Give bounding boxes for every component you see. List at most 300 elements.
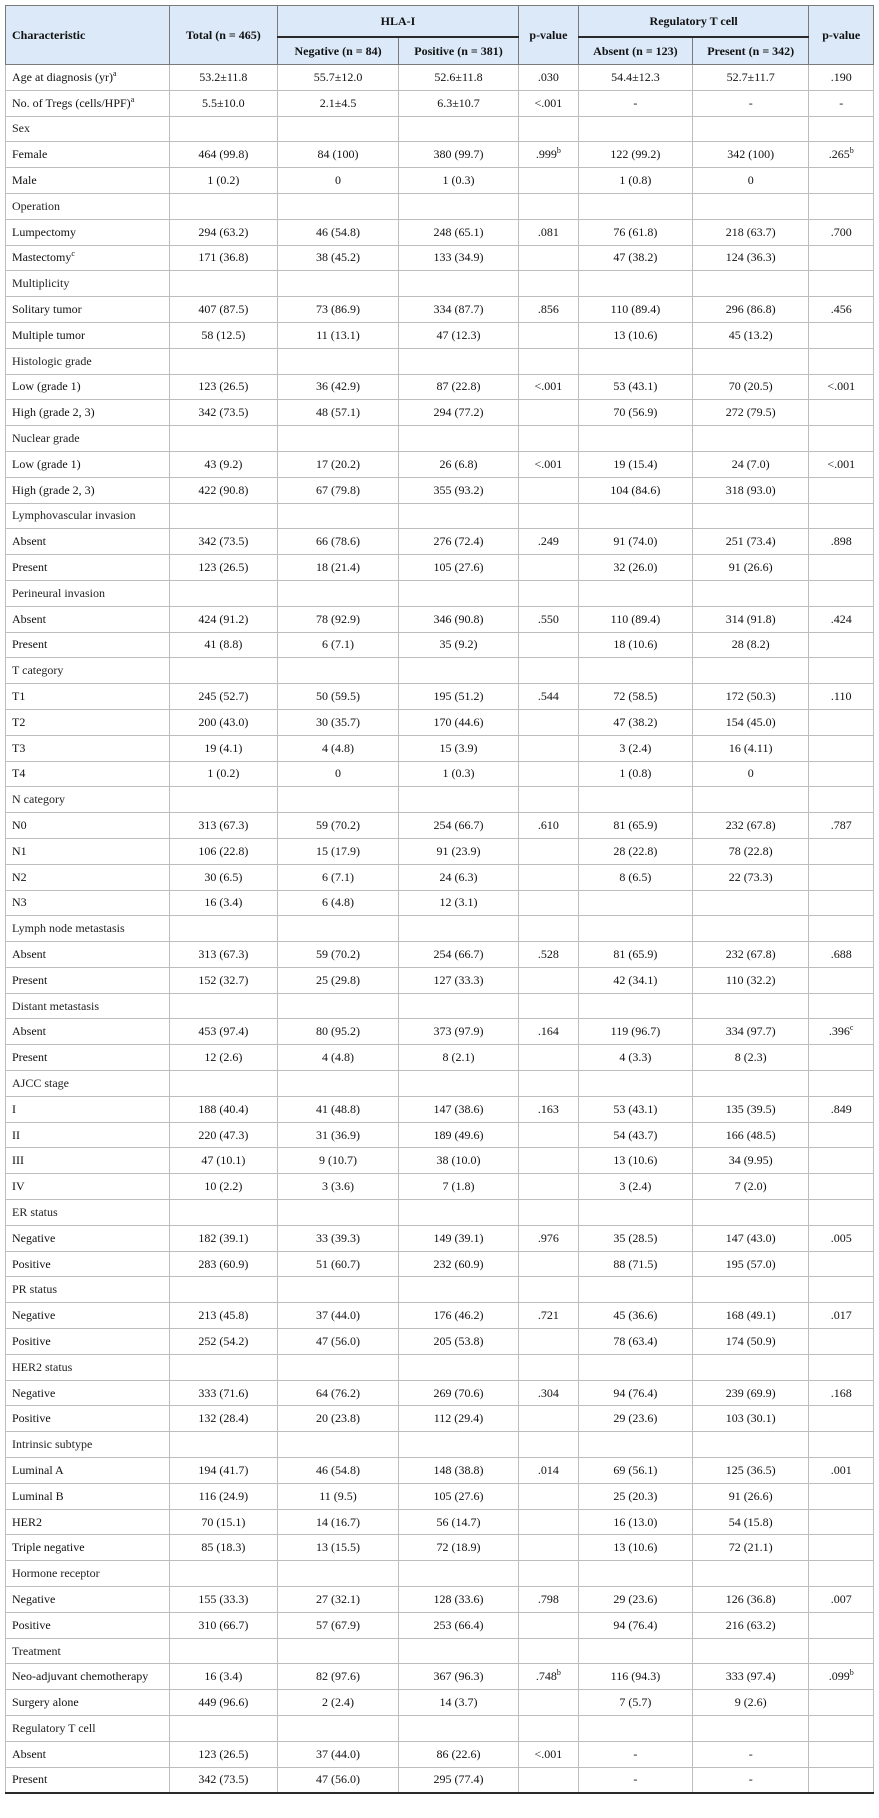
cell-text: T3 [12,740,26,755]
cell-text: .849 [830,1101,852,1116]
cell-hla-positive [399,1019,519,1045]
cell-text: Positive [12,1256,51,1271]
cell-characteristic [6,1096,170,1122]
cell-text: Positive [12,1333,51,1348]
cell-total [169,735,277,761]
cell-text: 15 (3.9) [439,740,478,755]
cell-text: 82 (97.6) [316,1669,361,1684]
cell-text: 50 (59.5) [316,689,361,704]
section-row [6,426,874,452]
cell-text: 3 (3.6) [322,1179,355,1194]
cell-pvalue-hla [518,942,578,968]
cell-text: 91 (23.9) [436,843,481,858]
cell-hla-negative [278,116,399,142]
cell-text: 295 (77.4) [433,1772,484,1787]
cell-pvalue-hla [518,813,578,839]
cell-treg-present [692,1354,808,1380]
cell-treg-absent [578,1277,692,1303]
cell-text: Present [12,560,48,575]
cell-text: 135 (39.5) [725,1101,776,1116]
section-row [6,348,874,374]
cell-treg-present [692,1225,808,1251]
cell-pvalue-hla [518,1200,578,1226]
cell-pvalue-hla [518,1509,578,1535]
cell-text: 24 (7.0) [731,456,770,471]
cell-hla-positive [399,1741,519,1767]
cell-total [169,271,277,297]
cell-text: 103 (30.1) [725,1411,776,1426]
cell-text: Lumpectomy [12,224,76,239]
cell-characteristic [6,65,170,91]
cell-text: III [12,1153,24,1168]
cell-text: 54.4±12.3 [611,69,660,84]
cell-pvalue-treg [809,1690,874,1716]
header-treg-present: Present (n = 342) [692,37,808,65]
cell-text: 313 (67.3) [198,946,249,961]
cell-total [169,65,277,91]
cell-text: 380 (99.7) [433,147,484,162]
cell-treg-absent [578,916,692,942]
cell-pvalue-treg [809,1045,874,1071]
cell-pvalue-hla [518,632,578,658]
cell-pvalue-treg [809,65,874,91]
cell-treg-present [692,142,808,168]
cell-text: 318 (93.0) [725,482,776,497]
cell-hla-negative [278,1483,399,1509]
table-row [6,1741,874,1767]
table-row [6,1664,874,1690]
cell-pvalue-hla [518,1612,578,1638]
cell-total [169,451,277,477]
cell-hla-negative [278,813,399,839]
cell-characteristic [6,400,170,426]
cell-treg-present [692,503,808,529]
cell-total [169,1483,277,1509]
cell-hla-negative [278,348,399,374]
cell-characteristic [6,1406,170,1432]
cell-characteristic [6,709,170,735]
cell-text: 1 (0.2) [207,766,240,781]
cell-characteristic [6,813,170,839]
cell-text: 13 (10.6) [613,1153,658,1168]
cell-treg-present [692,297,808,323]
cell-text: 132 (28.4) [198,1411,249,1426]
cell-text: 253 (66.4) [433,1617,484,1632]
cell-text: 334 (97.7) [725,1024,776,1039]
cell-total [169,632,277,658]
section-row [6,1071,874,1097]
cell-characteristic [6,916,170,942]
cell-treg-present [692,477,808,503]
cell-treg-absent [578,65,692,91]
cell-text: 9 (10.7) [319,1153,358,1168]
cell-hla-positive [399,451,519,477]
cell-treg-present [692,348,808,374]
cell-text: 126 (36.8) [725,1591,776,1606]
section-row [6,1638,874,1664]
section-row [6,271,874,297]
table-row [6,1096,874,1122]
cell-text: 37 (44.0) [316,1746,361,1761]
cell-total [169,684,277,710]
cell-treg-present [692,787,808,813]
section-row [6,1200,874,1226]
cell-total [169,967,277,993]
cell-treg-present [692,322,808,348]
cell-characteristic [6,1174,170,1200]
cell-hla-positive [399,1174,519,1200]
cell-text: 18 (10.6) [613,637,658,652]
cell-text: 216 (63.2) [725,1617,776,1632]
section-row [6,1354,874,1380]
cell-treg-absent [578,1509,692,1535]
cell-pvalue-hla [518,967,578,993]
cell-characteristic [6,1509,170,1535]
cell-pvalue-treg [809,1380,874,1406]
cell-text: 333 (71.6) [198,1385,249,1400]
cell-hla-negative [278,503,399,529]
cell-text: 251 (73.4) [725,534,776,549]
cell-pvalue-hla [518,1380,578,1406]
cell-text: 70 (20.5) [728,379,773,394]
cell-treg-absent [578,1458,692,1484]
cell-text: 24 (6.3) [439,869,478,884]
table-row [6,1380,874,1406]
cell-total [169,890,277,916]
cell-text: .976 [537,1230,559,1245]
cell-text: 85 (18.3) [201,1540,246,1555]
cell-pvalue-hla [518,65,578,91]
cell-characteristic [6,942,170,968]
cell-pvalue-hla [518,1458,578,1484]
table-row [6,1690,874,1716]
cell-hla-positive [399,993,519,1019]
cell-treg-present [692,1200,808,1226]
cell-treg-present [692,993,808,1019]
cell-text: Hormone receptor [12,1566,100,1581]
table-row [6,967,874,993]
table-row [6,761,874,787]
cell-text: 367 (96.3) [433,1669,484,1684]
cell-text: 8 (2.3) [734,1050,767,1065]
header-hla-group: HLA-I [278,6,519,38]
cell-text: 195 (57.0) [725,1256,776,1271]
cell-pvalue-treg [809,1483,874,1509]
cell-total [169,1458,277,1484]
cell-characteristic [6,168,170,194]
cell-characteristic [6,322,170,348]
cell-hla-positive [399,65,519,91]
cell-pvalue-hla [518,142,578,168]
cell-text: 310 (66.7) [198,1617,249,1632]
cell-text: 25 (20.3) [613,1488,658,1503]
cell-text: 41 (48.8) [316,1101,361,1116]
cell-text: T2 [12,714,26,729]
cell-text: .110 [830,689,852,704]
cell-hla-positive [399,1148,519,1174]
cell-pvalue-treg [809,1716,874,1742]
cell-characteristic [6,864,170,890]
cell-text: Female [12,147,48,162]
table-row [6,1406,874,1432]
cell-hla-negative [278,400,399,426]
header-hla-negative: Negative (n = 84) [278,37,399,65]
cell-text: Surgery alone [12,1695,79,1710]
cell-hla-positive [399,787,519,813]
cell-treg-present [692,606,808,632]
cell-pvalue-hla [518,1019,578,1045]
cell-pvalue-treg [809,426,874,452]
cell-treg-present [692,1045,808,1071]
cell-total [169,1071,277,1097]
header-total: Total (n = 465) [169,6,277,65]
cell-treg-absent [578,967,692,993]
cell-text: 81 (65.9) [613,818,658,832]
cell-total [169,838,277,864]
table-row [6,1612,874,1638]
cell-treg-present [692,1277,808,1303]
cell-pvalue-treg [809,90,874,116]
cell-total [169,709,277,735]
cell-treg-absent [578,322,692,348]
table-row [6,400,874,426]
cell-text: T4 [12,766,26,781]
cell-text: Negative [12,1308,56,1323]
cell-characteristic [6,1329,170,1355]
cell-pvalue-treg [809,142,874,168]
cell-text: 78 (22.8) [728,843,773,858]
cell-text: 72 (21.1) [728,1540,773,1555]
cell-text: 125 (36.5) [725,1462,776,1477]
cell-treg-absent [578,1380,692,1406]
cell-text: - [748,1772,753,1787]
cell-hla-negative [278,942,399,968]
table-row [6,864,874,890]
cell-treg-absent [578,90,692,116]
cell-text: <.001 [534,1746,563,1761]
cell-text: .550 [537,611,559,626]
cell-text: 1 (0.8) [619,173,652,188]
cell-total [169,864,277,890]
cell-text: .005 [830,1230,852,1245]
cell-hla-negative [278,761,399,787]
cell-hla-negative [278,1587,399,1613]
cell-text: Negative [12,1591,56,1606]
cell-treg-present [692,838,808,864]
cell-text: 14 (16.7) [316,1514,361,1529]
cell-treg-present [692,1096,808,1122]
cell-pvalue-hla [518,761,578,787]
cell-text: 91 (74.0) [613,534,658,549]
cell-total [169,1509,277,1535]
cell-pvalue-hla [518,993,578,1019]
cell-text: 170 (44.6) [433,714,484,729]
cell-hla-negative [278,735,399,761]
cell-hla-positive [399,1122,519,1148]
cell-text: 182 (39.1) [198,1230,249,1245]
cell-text: 283 (60.9) [198,1256,249,1271]
cell-hla-negative [278,1148,399,1174]
cell-pvalue-hla [518,838,578,864]
cell-text: 17 (20.2) [316,456,361,471]
cell-text: 43 (9.2) [204,456,243,471]
table-container [5,5,874,1794]
cell-text: 294 (63.2) [198,224,249,239]
table-row [6,65,874,91]
cell-hla-positive [399,1380,519,1406]
cell-text: 232 (67.8) [725,946,776,961]
cell-treg-present [692,942,808,968]
cell-text: 106 (22.8) [198,843,249,858]
cell-text: 47 (56.0) [316,1333,361,1348]
cell-text: 110 (32.2) [725,972,776,987]
cell-pvalue-hla [518,1406,578,1432]
cell-treg-absent [578,1174,692,1200]
table-row [6,838,874,864]
cell-text: 76 (61.8) [613,224,658,239]
table-row [6,1483,874,1509]
table-row [6,451,874,477]
cell-text: 188 (40.4) [198,1101,249,1116]
cell-text: 174 (50.9) [725,1333,776,1348]
cell-text: 104 (84.6) [610,482,661,497]
cell-hla-positive [399,1458,519,1484]
cell-pvalue-hla [518,451,578,477]
cell-characteristic [6,426,170,452]
cell-text: 123 (26.5) [198,1746,249,1761]
cell-hla-positive [399,477,519,503]
table-row [6,1535,874,1561]
cell-characteristic [6,1200,170,1226]
cell-text: 205 (53.8) [433,1333,484,1348]
cell-text: 276 (72.4) [433,534,484,549]
cell-treg-absent [578,116,692,142]
cell-treg-absent [578,1096,692,1122]
cell-treg-absent [578,219,692,245]
cell-pvalue-hla [518,658,578,684]
cell-text: High (grade 2, 3) [12,405,95,420]
cell-hla-positive [399,1251,519,1277]
cell-treg-present [692,1174,808,1200]
cell-text: 7 (5.7) [619,1695,652,1710]
cell-hla-negative [278,1767,399,1793]
cell-pvalue-hla [518,1303,578,1329]
cell-treg-absent [578,477,692,503]
cell-total [169,1664,277,1690]
cell-text: 245 (52.7) [198,689,249,704]
cell-characteristic [6,555,170,581]
cell-text: Triple negative [12,1540,85,1555]
cell-pvalue-treg [809,916,874,942]
cell-hla-positive [399,1767,519,1793]
cell-total [169,529,277,555]
cell-pvalue-treg [809,1406,874,1432]
cell-hla-positive [399,1716,519,1742]
cell-text: 3 (2.4) [619,1179,652,1194]
cell-pvalue-treg [809,1664,874,1690]
cell-hla-negative [278,297,399,323]
cell-text: 155 (33.3) [198,1591,249,1606]
cell-hla-negative [278,1406,399,1432]
cell-treg-present [692,193,808,219]
cell-treg-present [692,1303,808,1329]
cell-text: 30 (6.5) [204,869,243,884]
cell-characteristic [6,1071,170,1097]
cell-text: 1 (0.3) [442,173,475,188]
cell-pvalue-treg [809,658,874,684]
cell-hla-positive [399,1071,519,1097]
cell-total [169,1406,277,1432]
cell-text: 0 [747,766,754,781]
cell-characteristic [6,1122,170,1148]
cell-treg-absent [578,168,692,194]
cell-treg-absent [578,580,692,606]
table-row [6,1458,874,1484]
cell-text: 36 (42.9) [316,379,361,394]
cell-treg-present [692,1716,808,1742]
cell-characteristic [6,1380,170,1406]
cell-pvalue-hla [518,787,578,813]
cell-hla-negative [278,142,399,168]
cell-text: 53 (43.1) [613,379,658,394]
cell-treg-present [692,1380,808,1406]
cell-hla-negative [278,1045,399,1071]
cell-pvalue-treg [809,400,874,426]
cell-text: 422 (90.8) [198,482,249,497]
cell-hla-negative [278,916,399,942]
cell-pvalue-hla [518,864,578,890]
cell-hla-negative [278,864,399,890]
cell-hla-positive [399,1329,519,1355]
cell-text: 0 [747,173,754,188]
cell-pvalue-treg [809,168,874,194]
cell-text: 133 (34.9) [433,250,484,265]
cell-hla-positive [399,709,519,735]
cell-text: 232 (67.8) [725,818,776,832]
cell-characteristic [6,477,170,503]
cell-text: 51 (60.7) [316,1256,361,1271]
cell-text: 2.1±4.5 [319,95,357,110]
cell-text: 218 (63.7) [725,224,776,239]
cell-text: 53.2±11.8 [199,69,248,84]
cell-hla-positive [399,219,519,245]
cell-hla-positive [399,271,519,297]
cell-text: <.001 [534,95,563,110]
cell-text: 16 (3.4) [204,895,243,910]
cell-text: .798 [537,1591,559,1606]
cell-text: 6 (7.1) [322,637,355,652]
cell-characteristic [6,1716,170,1742]
cell-pvalue-hla [518,1096,578,1122]
cell-characteristic [6,90,170,116]
cell-text: 47 (12.3) [436,327,481,342]
cell-pvalue-treg [809,555,874,581]
cell-text: T1 [12,689,26,704]
cell-text: 10 (2.2) [204,1179,243,1194]
cell-hla-positive [399,735,519,761]
cell-text: Positive [12,1411,51,1426]
cell-text: 127 (33.3) [433,972,484,987]
cell-text: - [839,95,844,110]
cell-text: Lymph node metastasis [12,921,125,936]
cell-hla-positive [399,168,519,194]
cell-pvalue-hla [518,400,578,426]
cell-text: Multiple tumor [12,327,85,342]
cell-text: - [748,95,753,110]
cell-treg-present [692,1483,808,1509]
cell-hla-negative [278,65,399,91]
characteristics-table [5,5,874,1794]
